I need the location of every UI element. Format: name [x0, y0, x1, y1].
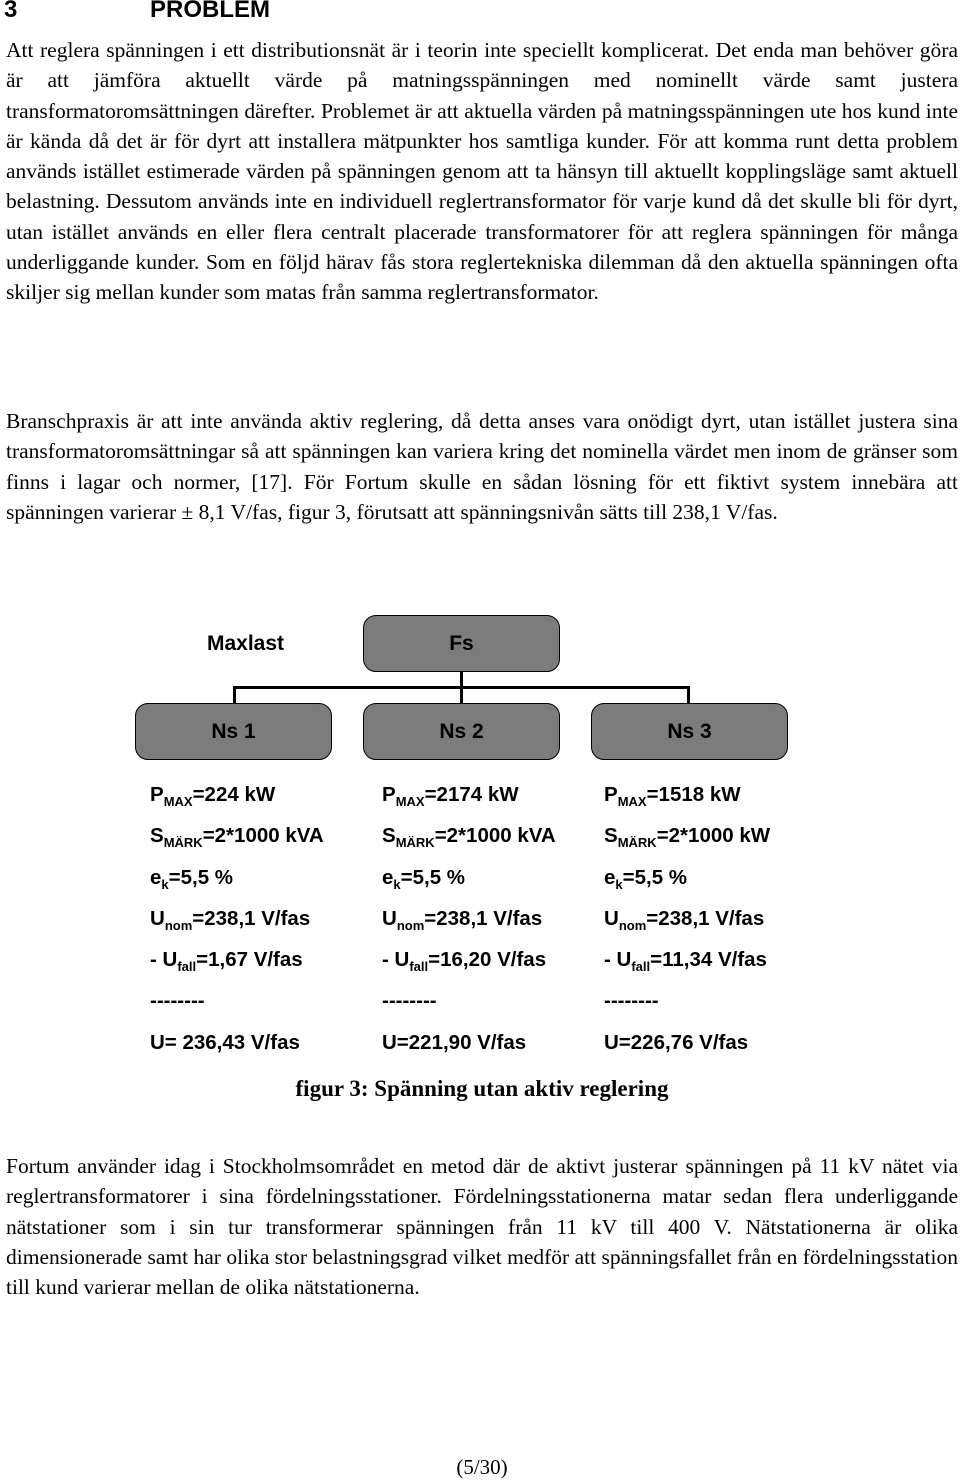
connector-ns1	[233, 686, 236, 703]
p-max-row: $P_{MAX}=224$ kW	[150, 783, 276, 809]
section-title: PROBLEM	[150, 0, 270, 23]
paragraph-branschpraxis: Branschpraxis är att inte använda aktiv reglering, då detta anses vara onödigt dyrt, utan istället justera sina transformatoromsättningar så att spänningen kan variera kring det nominella värdet men inom de gränser som finns i lagar och normer, [17]. För Fortum skulle en sådan lösning för ett fiktivt system innebära att spänningen varierar ± 8,1 V/fas, figur 3, förutsatt att spänningsnivån sätts till 238,1 V/fas.	[6, 409, 958, 524]
paragraph-fortum: Fortum använder idag i Stockholmsområdet en metod där de aktivt justerar spänningen på 11 kV nätet via reglertransformatorer i sina fördelningsstationer. Fördelningsstationerna matar sedan flera underliggande nätstationer som i sin tur transformerar spänningen från 11 kV till 400 V. Nätstationerna är olika dimensionerade samt har olika stor belastningsgrad vilket medför att spänningsfallet från en fördelningsstation till kund varierar mellan de olika nätstationerna.	[6, 1154, 958, 1300]
paragraph-intro: Att reglera spänningen i ett distributionsnät är i teorin inte speciellt komplicerat. Det enda man behöver göra är att jämföra aktuellt värde på matningsspänningen med nominellt värde samt justera transformatoromsättningen därefter. Problemet är att aktuella värden på matningsspänningen ute hos kund inte är kända då det är för dyrt att installera mätpunkter hos samtliga kunder. För att komma runt detta problem används istället estimerade värden på spänningen genom att ta hänsyn till aktuellt kopplingsläge samt aktuell belastning. Dessutom används inte en individuell reglertransformator för varje kund då det skulle bli för dyrt, utan istället används en eller flera centralt placerade transformatorer för att reglera spänningen för många underliggande kunder. Som en följd härav fås stora reglertekniska dilemman då den aktuella spänningen ofta skiljer sig mellan kunder som matas från samma reglertransformator.	[6, 38, 958, 305]
u-fall-row: - $U_{fall}=16,20$ V/fas	[382, 948, 547, 975]
ns1-values	[150, 778, 324, 1067]
node-ns2: Ns 2	[363, 703, 560, 760]
e-k-row: $e_k=5,5$ %	[150, 865, 234, 892]
separator-row: --------	[150, 989, 205, 1013]
result-row: U=226,76 V/fas	[604, 1030, 749, 1054]
section-heading	[4, 0, 270, 24]
node-ns3: Ns 3	[591, 703, 788, 760]
result-row: U=221,90 V/fas	[382, 1030, 527, 1054]
u-nom-row: $U_{nom}=238,1$ V/fas	[604, 906, 765, 933]
page-number: (5/30)	[456, 1455, 508, 1479]
s-mark-row: $S_{MÄRK}=2*1000$ kW	[604, 824, 771, 851]
section-number: 3	[4, 0, 18, 23]
result-row: U= 236,43 V/fas	[150, 1030, 300, 1054]
node-fs: Fs	[363, 615, 560, 672]
u-fall-row: - $U_{fall}=1,67$ V/fas	[150, 948, 303, 975]
s-mark-row: $S_{MÄRK}=2*1000$ kVA	[150, 824, 324, 851]
connector-ns2	[460, 686, 463, 703]
u-fall-row: - $U_{fall}=11,34$ V/fas	[604, 948, 767, 975]
separator-row: --------	[604, 989, 659, 1013]
u-nom-row: $U_{nom}=238,1$ V/fas	[150, 906, 311, 933]
node-ns1: Ns 1	[135, 703, 332, 760]
separator-row: --------	[382, 989, 437, 1013]
u-nom-row: $U_{nom}=238,1$ V/fas	[382, 906, 543, 933]
s-mark-row: $S_{MÄRK}=2*1000$ kVA	[382, 824, 556, 851]
e-k-row: $e_k=5,5$ %	[382, 865, 466, 892]
connector-ns3	[687, 686, 690, 703]
maxlast-label: Maxlast	[207, 632, 285, 655]
e-k-row: $e_k=5,5$ %	[604, 865, 688, 892]
figure-caption: figur 3: Spänning utan aktiv reglering	[295, 1076, 669, 1101]
p-max-row: $P_{MAX}=1518$ kW	[604, 783, 741, 809]
ns2-values	[382, 778, 556, 1067]
ns3-values	[604, 778, 770, 1067]
p-max-row: $P_{MAX}=2174$ kW	[382, 783, 519, 809]
